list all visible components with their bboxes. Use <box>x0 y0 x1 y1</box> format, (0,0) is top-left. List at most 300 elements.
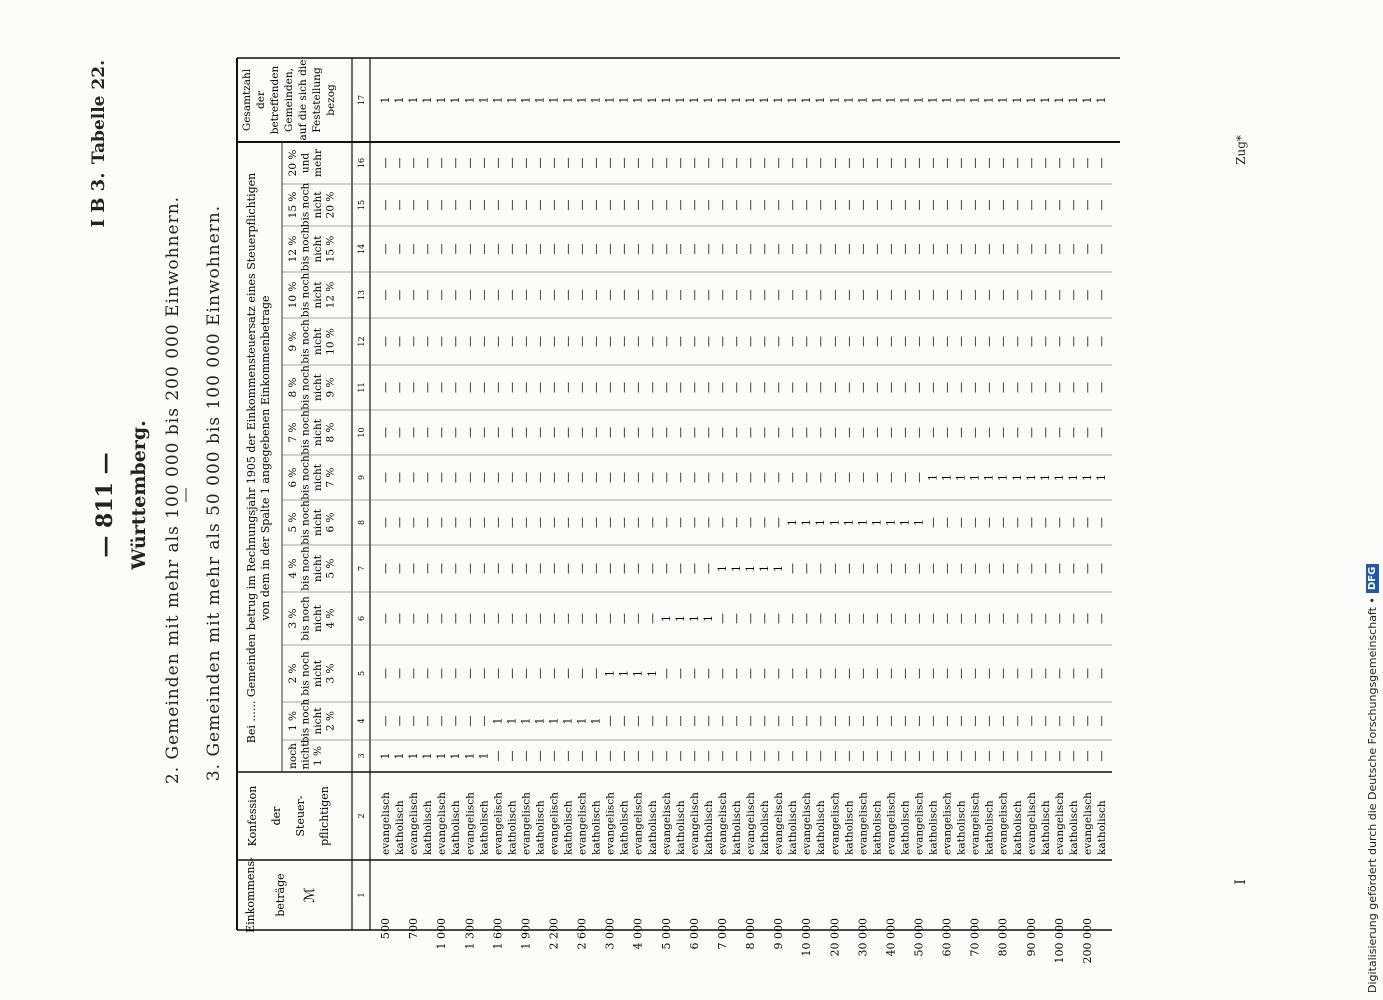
total-value: 1 <box>800 96 814 104</box>
count-dash: — <box>898 750 912 762</box>
count-dash: — <box>842 243 856 255</box>
count-dash: — <box>800 715 814 727</box>
count-dash: — <box>407 472 421 483</box>
income-value: 30 000 <box>856 918 870 957</box>
income-value: 20 000 <box>828 918 842 957</box>
count-one: 1 <box>786 519 800 526</box>
count-one: 1 <box>772 565 786 572</box>
count-dash: — <box>744 336 758 347</box>
count-dash: — <box>926 199 940 211</box>
total-value: 1 <box>631 96 645 104</box>
count-dash: — <box>561 243 575 255</box>
rate-column-header: 12 % <box>324 281 337 309</box>
count-dash: — <box>449 336 463 347</box>
count-dash: — <box>603 613 617 624</box>
count-dash: — <box>659 427 673 438</box>
count-dash: — <box>842 715 856 727</box>
count-dash: — <box>687 199 701 211</box>
count-dash: — <box>435 517 449 528</box>
count-dash: — <box>898 715 912 727</box>
total-header: Feststellung <box>311 67 323 133</box>
count-dash: — <box>547 517 561 528</box>
rate-column-header: nicht <box>312 328 324 355</box>
count-dash: — <box>547 668 561 679</box>
count-dash: — <box>912 613 926 624</box>
count-dash: — <box>575 243 589 255</box>
count-dash: — <box>870 668 884 679</box>
count-dash: — <box>940 715 954 727</box>
total-value: 1 <box>701 96 715 104</box>
rate-column-header: 5 % <box>287 512 299 533</box>
count-dash: — <box>1010 613 1024 624</box>
count-dash: — <box>421 613 435 624</box>
rate-column-header: 2 % <box>324 711 337 731</box>
count-dash: — <box>772 517 786 528</box>
count-dash: — <box>940 382 954 393</box>
count-dash: — <box>407 382 421 393</box>
count-dash: — <box>1094 157 1108 169</box>
count-dash: — <box>617 336 631 347</box>
count-dash: — <box>1066 199 1080 211</box>
count-dash: — <box>940 563 954 574</box>
count-dash: — <box>729 750 743 762</box>
count-dash: — <box>505 563 519 574</box>
rate-column-header: nicht <box>312 464 324 491</box>
count-dash: — <box>463 289 477 301</box>
confession-value: evangelisch <box>436 792 449 855</box>
confession-header: pflichtigen <box>318 786 331 846</box>
count-dash: — <box>407 563 421 574</box>
total-value: 1 <box>996 96 1010 104</box>
rate-column-header: 1 % <box>287 711 299 731</box>
rate-column-header: nicht <box>312 281 324 309</box>
count-dash: — <box>758 243 772 255</box>
count-dash: — <box>701 517 715 528</box>
rate-column-header: bis noch <box>299 365 312 410</box>
count-dash: — <box>393 715 407 727</box>
count-dash: — <box>1010 715 1024 727</box>
count-dash: — <box>1024 289 1038 301</box>
count-dash: — <box>589 427 603 438</box>
count-dash: — <box>1066 157 1080 169</box>
count-dash: — <box>1094 243 1108 255</box>
count-dash: — <box>884 472 898 483</box>
count-dash: — <box>379 243 393 255</box>
count-dash: — <box>982 199 996 211</box>
count-dash: — <box>701 750 715 762</box>
count-dash: — <box>758 668 772 679</box>
count-one: 1 <box>884 519 898 526</box>
count-dash: — <box>1010 517 1024 528</box>
count-one: 1 <box>491 717 505 725</box>
count-dash: — <box>617 750 631 762</box>
count-dash: — <box>505 199 519 211</box>
rate-column-header: 4 % <box>287 558 299 579</box>
rate-column-header: 7 % <box>324 467 337 488</box>
count-dash: — <box>449 472 463 483</box>
rate-column-header: bis noch <box>299 272 312 318</box>
count-dash: — <box>701 289 715 301</box>
count-dash: — <box>996 336 1010 347</box>
column-number: 14 <box>357 243 366 255</box>
count-dash: — <box>491 613 505 624</box>
count-dash: — <box>701 243 715 255</box>
count-dash: — <box>1052 715 1066 727</box>
total-value: 1 <box>449 96 463 104</box>
count-dash: — <box>800 472 814 483</box>
count-dash: — <box>491 289 505 301</box>
count-dash: — <box>631 750 645 762</box>
count-one: 1 <box>589 717 603 725</box>
count-dash: — <box>1024 243 1038 255</box>
count-dash: — <box>701 336 715 347</box>
count-dash: — <box>1010 157 1024 169</box>
count-one: 1 <box>617 670 631 677</box>
total-value: 1 <box>575 96 589 104</box>
count-dash: — <box>1010 289 1024 301</box>
count-dash: — <box>1080 157 1094 169</box>
count-dash: — <box>870 199 884 211</box>
count-dash: — <box>856 668 870 679</box>
rate-column-header: 2 % <box>287 663 299 684</box>
count-dash: — <box>772 613 786 624</box>
count-dash: — <box>786 472 800 483</box>
count-dash: — <box>954 613 968 624</box>
count-dash: — <box>729 157 743 169</box>
count-dash: — <box>1080 668 1094 679</box>
count-dash: — <box>828 157 842 169</box>
count-dash: — <box>645 715 659 727</box>
count-dash: — <box>744 613 758 624</box>
count-dash: — <box>701 563 715 574</box>
count-dash: — <box>912 668 926 679</box>
count-dash: — <box>421 715 435 727</box>
count-dash: — <box>926 243 940 255</box>
count-dash: — <box>940 199 954 211</box>
count-dash: — <box>393 289 407 301</box>
count-dash: — <box>982 668 996 679</box>
count-dash: — <box>842 563 856 574</box>
count-dash: — <box>758 517 772 528</box>
credit-text: Digitalisierung gefördert durch die Deutsche Forschungsgemeinschaft • <box>1366 597 1379 993</box>
count-dash: — <box>1094 336 1108 347</box>
count-dash: — <box>884 157 898 169</box>
count-dash: — <box>856 157 870 169</box>
count-dash: — <box>631 336 645 347</box>
count-dash: — <box>870 750 884 762</box>
count-dash: — <box>673 382 687 393</box>
count-dash: — <box>982 243 996 255</box>
count-dash: — <box>519 243 533 255</box>
count-dash: — <box>659 563 673 574</box>
income-value: 1 300 <box>463 918 477 950</box>
total-value: 1 <box>491 96 505 104</box>
state-title: Württemberg. <box>128 420 150 570</box>
total-value: 1 <box>884 96 898 104</box>
rate-column-header: 5 % <box>324 558 337 579</box>
count-dash: — <box>1094 613 1108 624</box>
count-dash: — <box>617 382 631 393</box>
confession-value: evangelisch <box>492 792 505 855</box>
count-dash: — <box>744 517 758 528</box>
count-dash: — <box>772 289 786 301</box>
rate-column-header: nicht <box>312 235 324 263</box>
count-dash: — <box>772 715 786 727</box>
total-value: 1 <box>786 96 800 104</box>
column-number: 17 <box>357 94 366 106</box>
income-value: 70 000 <box>968 918 982 957</box>
confession-value: katholisch <box>787 800 800 855</box>
count-one: 1 <box>758 565 772 572</box>
confession-value: katholisch <box>674 800 687 855</box>
count-dash: — <box>856 336 870 347</box>
count-dash: — <box>379 199 393 211</box>
count-dash: — <box>996 563 1010 574</box>
column-number: 8 <box>357 519 366 526</box>
count-dash: — <box>954 243 968 255</box>
count-dash: — <box>491 563 505 574</box>
rate-column-header: nicht <box>312 605 324 632</box>
confession-value: evangelisch <box>969 792 982 855</box>
confession-value: katholisch <box>478 800 491 855</box>
confession-value: katholisch <box>394 800 407 855</box>
count-dash: — <box>1066 427 1080 438</box>
rate-column-header: 3 % <box>324 663 337 684</box>
count-dash: — <box>772 472 786 483</box>
count-dash: — <box>744 472 758 483</box>
count-dash: — <box>1010 668 1024 679</box>
count-dash: — <box>533 517 547 528</box>
count-dash: — <box>435 336 449 347</box>
count-dash: — <box>1094 289 1108 301</box>
count-one: 1 <box>673 615 687 622</box>
count-dash: — <box>659 668 673 679</box>
count-dash: — <box>800 382 814 393</box>
count-dash: — <box>393 199 407 211</box>
count-dash: — <box>744 243 758 255</box>
count-dash: — <box>505 427 519 438</box>
count-dash: — <box>800 563 814 574</box>
total-value: 1 <box>828 96 842 104</box>
confession-value: katholisch <box>815 800 828 855</box>
rate-column-header: bis noch <box>299 546 312 591</box>
count-dash: — <box>926 289 940 301</box>
count-dash: — <box>1066 336 1080 347</box>
count-dash: — <box>435 668 449 679</box>
total-value: 1 <box>1066 96 1080 104</box>
rate-column-header: 15 % <box>324 235 337 263</box>
count-dash: — <box>575 289 589 301</box>
count-dash: — <box>533 289 547 301</box>
count-dash: — <box>379 427 393 438</box>
count-dash: — <box>659 243 673 255</box>
count-dash: — <box>421 199 435 211</box>
confession-value: evangelisch <box>632 792 645 855</box>
total-value: 1 <box>533 96 547 104</box>
count-dash: — <box>814 668 828 679</box>
count-one: 1 <box>561 717 575 725</box>
count-dash: — <box>519 336 533 347</box>
count-dash: — <box>575 199 589 211</box>
count-dash: — <box>870 427 884 438</box>
count-dash: — <box>1066 715 1080 727</box>
rate-column-header: nicht <box>312 555 324 582</box>
rate-column-header: nicht <box>312 374 324 401</box>
count-dash: — <box>1080 563 1094 574</box>
count-dash: — <box>954 563 968 574</box>
confession-value: evangelisch <box>688 792 701 855</box>
count-dash: — <box>519 517 533 528</box>
count-dash: — <box>1010 563 1024 574</box>
confession-value: evangelisch <box>829 792 842 855</box>
count-dash: — <box>744 382 758 393</box>
count-dash: — <box>617 715 631 727</box>
count-dash: — <box>1080 715 1094 727</box>
count-dash: — <box>814 472 828 483</box>
count-dash: — <box>898 382 912 393</box>
total-value: 1 <box>982 96 996 104</box>
count-dash: — <box>505 289 519 301</box>
count-dash: — <box>912 336 926 347</box>
count-dash: — <box>463 336 477 347</box>
count-dash: — <box>715 157 729 169</box>
total-value: 1 <box>715 96 729 104</box>
count-dash: — <box>379 382 393 393</box>
rate-column-header: nicht <box>312 660 324 687</box>
count-dash: — <box>758 472 772 483</box>
count-dash: — <box>940 750 954 762</box>
count-dash: — <box>393 613 407 624</box>
count-dash: — <box>393 563 407 574</box>
count-one: 1 <box>800 519 814 526</box>
count-dash: — <box>477 382 491 393</box>
count-dash: — <box>547 157 561 169</box>
count-dash: — <box>603 517 617 528</box>
count-dash: — <box>842 427 856 438</box>
count-dash: — <box>589 382 603 393</box>
count-dash: — <box>968 336 982 347</box>
count-dash: — <box>589 243 603 255</box>
total-value: 1 <box>659 96 673 104</box>
count-dash: — <box>828 382 842 393</box>
count-dash: — <box>491 668 505 679</box>
count-dash: — <box>547 563 561 574</box>
count-dash: — <box>982 427 996 438</box>
income-value: 2 600 <box>575 918 589 950</box>
count-dash: — <box>547 243 561 255</box>
count-dash: — <box>926 750 940 762</box>
count-one: 1 <box>477 752 491 760</box>
count-one: 1 <box>547 717 561 725</box>
count-dash: — <box>729 427 743 438</box>
total-value: 1 <box>1010 96 1024 104</box>
count-dash: — <box>744 668 758 679</box>
count-dash: — <box>814 243 828 255</box>
count-dash: — <box>715 336 729 347</box>
count-dash: — <box>659 715 673 727</box>
column-number: 7 <box>357 565 366 572</box>
count-dash: — <box>926 427 940 438</box>
count-dash: — <box>1080 336 1094 347</box>
count-dash: — <box>758 427 772 438</box>
count-dash: — <box>421 563 435 574</box>
count-dash: — <box>631 715 645 727</box>
count-dash: — <box>477 517 491 528</box>
heading-2: 2. Gemeinden mit mehr als 100 000 bis 200 000 Einwohnern. <box>163 195 183 785</box>
count-dash: — <box>659 336 673 347</box>
count-dash: — <box>814 750 828 762</box>
total-value: 1 <box>898 96 912 104</box>
count-dash: — <box>575 613 589 624</box>
rate-column-header: 4 % <box>324 608 337 629</box>
count-dash: — <box>1066 613 1080 624</box>
rate-column-header: bis noch <box>299 500 312 545</box>
count-dash: — <box>772 199 786 211</box>
count-dash: — <box>533 157 547 169</box>
count-dash: — <box>744 750 758 762</box>
count-dash: — <box>701 472 715 483</box>
count-dash: — <box>842 382 856 393</box>
count-dash: — <box>954 517 968 528</box>
count-dash: — <box>631 289 645 301</box>
count-dash: — <box>715 715 729 727</box>
count-dash: — <box>379 715 393 727</box>
count-dash: — <box>477 427 491 438</box>
count-dash: — <box>533 750 547 762</box>
count-dash: — <box>533 472 547 483</box>
count-dash: — <box>407 289 421 301</box>
rate-column-header: 20 % <box>324 191 337 219</box>
confession-value: katholisch <box>422 800 435 855</box>
rate-column-header: 10 % <box>324 328 337 355</box>
count-dash: — <box>687 517 701 528</box>
count-dash: — <box>631 157 645 169</box>
count-one: 1 <box>659 615 673 622</box>
count-dash: — <box>1038 427 1052 438</box>
count-dash: — <box>758 750 772 762</box>
count-one: 1 <box>744 565 758 572</box>
confession-value: katholisch <box>899 800 912 855</box>
count-dash: — <box>786 750 800 762</box>
count-dash: — <box>1038 668 1052 679</box>
rate-column-header: nicht <box>312 707 324 735</box>
count-dash: — <box>856 563 870 574</box>
count-dash: — <box>912 472 926 483</box>
rate-column-header: bis noch <box>299 596 312 641</box>
count-dash: — <box>1038 382 1052 393</box>
count-dash: — <box>477 668 491 679</box>
count-dash: — <box>561 199 575 211</box>
count-dash: — <box>1024 336 1038 347</box>
count-dash: — <box>463 157 477 169</box>
income-value: 8 000 <box>744 918 758 950</box>
count-dash: — <box>870 157 884 169</box>
count-dash: — <box>856 289 870 301</box>
count-dash: — <box>996 668 1010 679</box>
count-dash: — <box>715 668 729 679</box>
count-dash: — <box>547 613 561 624</box>
count-dash: — <box>645 199 659 211</box>
count-dash: — <box>772 668 786 679</box>
count-dash: — <box>379 336 393 347</box>
column-number: 3 <box>357 753 366 759</box>
count-dash: — <box>940 613 954 624</box>
total-value: 1 <box>561 96 575 104</box>
count-dash: — <box>814 157 828 169</box>
count-dash: — <box>715 517 729 528</box>
count-dash: — <box>1052 613 1066 624</box>
count-dash: — <box>800 289 814 301</box>
